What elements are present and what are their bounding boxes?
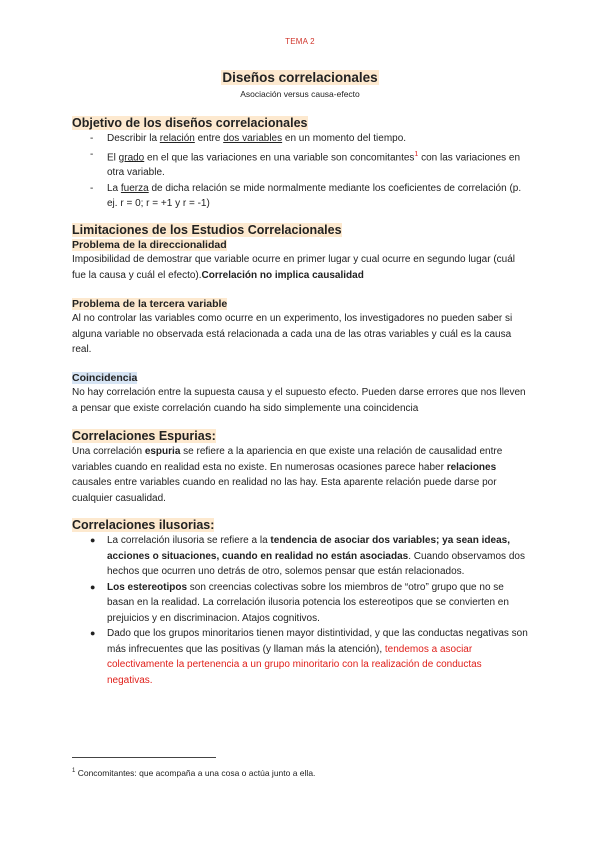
text-run: La — [107, 182, 121, 194]
underlined-term: grado — [118, 151, 145, 163]
text-run: son creencias colectivas sobre los miembros de “otro” grupo que no se basan en la realidad. La correlación ilusoria potencia los estereotipos que se convierten en prejuicios y en discriminacion. Atajos cognitivos. — [107, 581, 509, 624]
text-run: causales entre variables cuando en realidad no las hay. Esta aparente relación puede darse por cualquier casualidad. — [72, 477, 497, 504]
paragraph-espurias — [72, 444, 528, 506]
list-item — [72, 533, 528, 580]
highlighted-red-text: tendemos a asociar colectivamente la pertenencia a un grupo minoritario con la realización de conductas negativas. — [107, 643, 482, 686]
subheading-tercera-variable-text: Problema de la tercera variable — [72, 298, 228, 310]
subheading-direccionalidad-text: Problema de la direccionalidad — [72, 239, 227, 251]
page-header-tema: TEMA 2 — [285, 37, 315, 46]
footnote-separator — [72, 757, 216, 758]
list-item — [72, 147, 528, 181]
subheading-coincidencia — [72, 371, 137, 385]
text-run: de dicha relación se mide normalmente mediante los coeficientes de correlación (p. ej. r = 0; r = +1 y r = -1) — [107, 182, 522, 210]
document-title-text: Diseños correlacionales — [222, 70, 378, 85]
section-heading-limitaciones — [72, 222, 342, 238]
bold-statement: tendencia de asociar dos variables; ya sean ideas, acciones o situaciones, cuando en realidad no están asociadas — [107, 535, 510, 562]
underlined-term: relación — [159, 133, 195, 144]
section-heading-ilusorias-text: Correlaciones ilusorias: — [72, 518, 215, 532]
dash-marker: - — [90, 182, 94, 194]
footnote — [72, 765, 315, 779]
underlined-term: dos variables — [223, 133, 283, 144]
bold-statement: Correlación no implica causalidad — [201, 269, 364, 281]
text-run: . Cuando observamos dos hechos que ocurren uno detrás de otro, solemos pensar que están relacionados. — [107, 550, 525, 577]
text-run: El — [107, 151, 119, 163]
footnote-number: 1 — [72, 768, 76, 774]
subheading-tercera-variable — [72, 297, 227, 311]
section-heading-limitaciones-text: Limitaciones de los Estudios Correlacionales — [72, 223, 342, 237]
dash-marker: - — [90, 148, 94, 160]
text-run: Una correlación — [72, 446, 145, 457]
document-subtitle: Asociación versus causa-efecto — [240, 89, 360, 99]
bullet-marker: ● — [90, 628, 96, 638]
document-title — [0, 70, 600, 85]
text-run: entre — [194, 133, 224, 144]
text-run: con las variaciones en otra variable. — [107, 151, 521, 179]
paragraph-direccionalidad — [72, 252, 528, 283]
bullet-marker: ● — [90, 535, 96, 545]
subheading-coincidencia-text: Coincidencia — [72, 372, 138, 384]
paragraph-coincidencia: No hay correlación entre la supuesta causa y el supuesto efecto. Pueden darse errores que nos lleven a pensar que existe correlación cuando ha sido simplemente una coincidencia — [72, 387, 526, 414]
text-run: Imposibilidad de demostrar que variable ocurre en primer lugar y cual ocurre en segundo lugar (cuál fue la causa y cuál el efecto). — [72, 254, 516, 281]
text-run: Describir la — [107, 133, 160, 144]
list-item — [72, 181, 528, 212]
text-run: La correlación ilusoria se refiere a la — [107, 535, 271, 546]
ilusorias-list — [72, 533, 528, 688]
footnote-text: Concomitantes: que acompaña a una cosa o actúa junto a ella. — [77, 767, 316, 778]
text-run: en un momento del tiempo. — [282, 133, 407, 144]
section-heading-objetivo-text: Objetivo de los diseños correlacionales — [72, 116, 308, 130]
text-run: Dado que los grupos minoritarios tienen mayor distintividad, y que las conductas negativas son más infrecuentes que las positivas (y llaman más la atención), — [107, 628, 528, 655]
bullet-marker: ● — [90, 581, 96, 592]
paragraph-tercera-variable: Al no controlar las variables como ocurre en un experimento, los investigadores no pueden saber si alguna variable no observada está relacionada a cada una de las otras variables y cuál es la causa real. — [72, 313, 513, 355]
section-heading-objetivo — [72, 115, 308, 131]
bold-term: relaciones — [446, 461, 497, 473]
dash-marker: - — [90, 133, 94, 144]
list-item — [72, 626, 528, 688]
underlined-term: fuerza — [120, 182, 149, 194]
text-run: en el que las variaciones en una variable son concomitantes — [144, 151, 415, 163]
list-item — [72, 131, 528, 147]
section-heading-ilusorias — [72, 517, 214, 533]
footnote-reference[interactable]: 1 — [414, 150, 419, 158]
section-heading-espurias-text: Correlaciones Espurias: — [72, 429, 216, 443]
bold-term: espuria — [144, 446, 181, 457]
section-heading-espurias — [72, 428, 216, 444]
objetivo-list — [72, 131, 528, 212]
bold-term: Los estereotipos — [107, 581, 188, 593]
list-item — [72, 580, 528, 627]
subheading-direccionalidad — [72, 238, 227, 252]
text-run: se refiere a la apariencia en que existe una relación de causalidad entre variables cuando en realidad esta no existe. En numerosas ocasiones parece haber — [72, 446, 503, 473]
